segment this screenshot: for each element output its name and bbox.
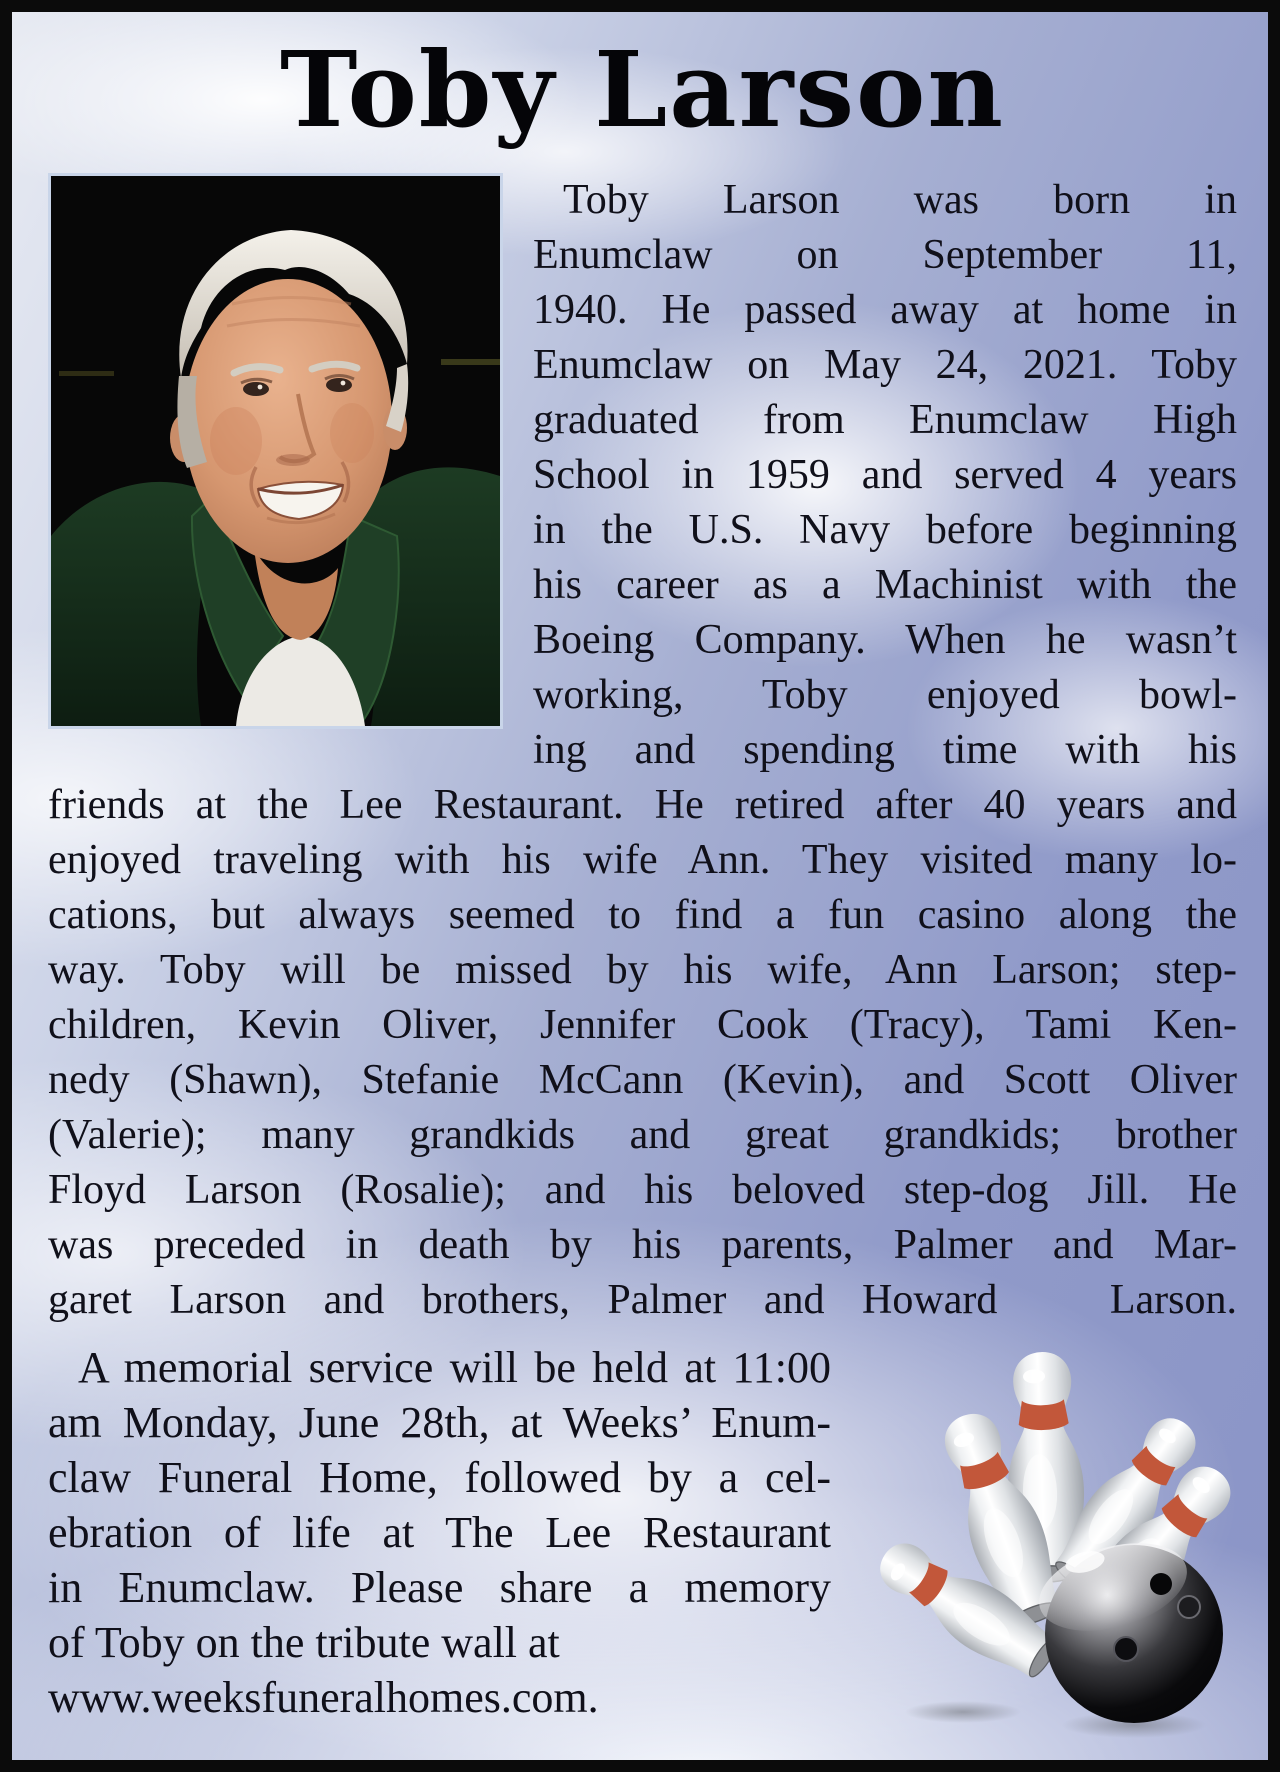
text-line: was preceded in death by his parents, Palmer and Mar-	[48, 1222, 1237, 1268]
text-line: friends at the Lee Restaurant. He retired after 40 years and	[48, 782, 1237, 828]
text-line: in Enumclaw. Please share a memory	[48, 1563, 831, 1612]
text-line: of Toby on the tribute wall at	[48, 1618, 560, 1667]
page-title: Toby Larson	[279, 28, 1005, 151]
text-line: garet Larson and brothers, Palmer and Howard Larson.	[48, 1277, 1237, 1323]
text-line: enjoyed traveling with his wife Ann. They visited many lo-	[48, 837, 1237, 883]
text-line: in the U.S. Navy before beginning	[533, 507, 1237, 553]
text-line: 1940. He passed away at home in	[533, 287, 1237, 333]
text-line: A memorial service will be held at 11:00	[78, 1343, 831, 1392]
text-line: am Monday, June 28th, at Weeks’ Enum-	[48, 1398, 831, 1447]
tribute-wall-url: www.weeksfuneralhomes.com.	[48, 1673, 599, 1722]
text-line: Enumclaw on May 24, 2021. Toby	[533, 342, 1237, 388]
obituary-paragraph-2	[48, 1340, 1237, 1742]
text-line: way. Toby will be missed by his wife, Ann Larson; step-	[48, 947, 1237, 993]
text-line: graduated from Enumclaw High	[533, 397, 1237, 443]
text-line: children, Kevin Oliver, Jennifer Cook (Tracy), Tami Ken-	[48, 1002, 1237, 1048]
text-line: School in 1959 and served 4 years	[533, 452, 1237, 498]
text-line: Floyd Larson (Rosalie); and his beloved step-dog Jill. He	[48, 1167, 1237, 1213]
text-line: cations, but always seemed to find a fun casino along the	[48, 892, 1237, 938]
text-line: nedy (Shawn), Stefanie McCann (Kevin), and Scott Oliver	[48, 1057, 1237, 1103]
text-line: ing and spending time with his	[533, 727, 1237, 773]
obituary-content	[12, 26, 1268, 1742]
portrait-photo	[48, 173, 503, 729]
bowling-pins-and-ball-icon	[845, 1344, 1237, 1742]
text-line: Enumclaw on September 11,	[533, 232, 1237, 278]
text-line: his career as a Machinist with the	[533, 562, 1237, 608]
text-line: Boeing Company. When he wasn’t	[533, 617, 1237, 663]
text-line: ebration of life at The Lee Restaurant	[48, 1508, 831, 1557]
text-line: Toby Larson was born in	[563, 177, 1237, 223]
text-line: claw Funeral Home, followed by a cel-	[48, 1453, 831, 1502]
text-line: (Valerie); many grandkids and great grandkids; brother	[48, 1112, 1237, 1158]
portrait-illustration	[51, 176, 500, 726]
text-line: working, Toby enjoyed bowl-	[533, 672, 1237, 718]
